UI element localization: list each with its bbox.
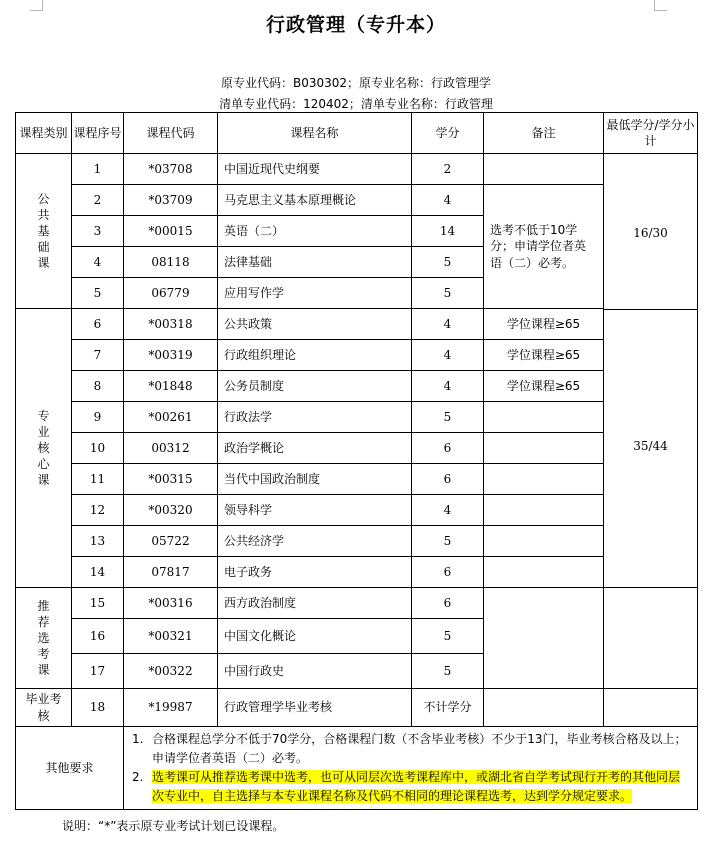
row-seq: 1 xyxy=(72,154,124,185)
row-name: 行政管理学毕业考核 xyxy=(218,689,412,727)
row-remark xyxy=(484,433,604,464)
header-credit: 学分 xyxy=(412,113,484,154)
requirement-text-highlighted: 选考课可从推荐选考课中选考，也可从同层次选考课程库中，或湖北省自学考试现行开考的其他同层次专业中，自主选择与本专业课程名称及代码不相同的理论课程选考，达到学分规定要求。 xyxy=(152,770,681,803)
other-requirements-content xyxy=(124,727,698,810)
row-remark: 学位课程≥65 xyxy=(484,309,604,340)
row-name: 中国文化概论 xyxy=(218,619,412,654)
row-credit: 6 xyxy=(412,588,484,619)
row-remark xyxy=(484,526,604,557)
row-remark xyxy=(484,588,604,689)
row-seq: 17 xyxy=(72,654,124,689)
row-name: 马克思主义基本原理概论 xyxy=(218,185,412,216)
row-name: 公共经济学 xyxy=(218,526,412,557)
row-credit: 5 xyxy=(412,278,484,309)
table-row xyxy=(16,340,698,371)
row-credit: 5 xyxy=(412,247,484,278)
public-remark: 选考不低于10学分；申请学位者英语（二）必考。 xyxy=(484,185,604,309)
row-seq: 3 xyxy=(72,216,124,247)
row-seq: 4 xyxy=(72,247,124,278)
row-remark xyxy=(484,464,604,495)
row-remark xyxy=(484,402,604,433)
recommended-subtotal xyxy=(604,588,698,689)
row-seq: 7 xyxy=(72,340,124,371)
row-remark xyxy=(484,689,604,727)
header-row xyxy=(16,113,698,154)
header-seq: 课程序号 xyxy=(72,113,124,154)
row-code: *00319 xyxy=(124,340,218,371)
row-name: 西方政治制度 xyxy=(218,588,412,619)
original-major-info: 原专业代码：B030302；原专业名称：行政管理学 xyxy=(220,76,492,90)
row-code: *00322 xyxy=(124,654,218,689)
table-row xyxy=(16,309,698,340)
row-seq: 14 xyxy=(72,557,124,588)
row-name: 法律基础 xyxy=(218,247,412,278)
row-code: *00316 xyxy=(124,588,218,619)
table-row xyxy=(16,588,698,619)
table-row xyxy=(16,402,698,433)
major-subtotal: 35/44 xyxy=(633,439,668,454)
row-name: 行政组织理论 xyxy=(218,340,412,371)
table-row xyxy=(16,689,698,727)
row-name: 电子政务 xyxy=(218,557,412,588)
row-credit: 2 xyxy=(412,154,484,185)
row-seq: 12 xyxy=(72,495,124,526)
row-code: 05722 xyxy=(124,526,218,557)
row-name: 领导科学 xyxy=(218,495,412,526)
row-name: 公共政策 xyxy=(218,309,412,340)
row-remark: 学位课程≥65 xyxy=(484,340,604,371)
row-seq: 9 xyxy=(72,402,124,433)
row-remark: 学位课程≥65 xyxy=(484,371,604,402)
row-code: *00261 xyxy=(124,402,218,433)
row-credit: 6 xyxy=(412,557,484,588)
row-name: 政治学概论 xyxy=(218,433,412,464)
row-seq: 2 xyxy=(72,185,124,216)
table-row xyxy=(16,557,698,588)
row-seq: 5 xyxy=(72,278,124,309)
row-code: *19987 xyxy=(124,689,218,727)
row-name: 英语（二） xyxy=(218,216,412,247)
page-title: 行政管理（专升本） xyxy=(265,14,446,36)
header-min-credit: 最低学分/学分小计 xyxy=(604,113,698,154)
other-requirements-label: 其他要求 xyxy=(16,727,124,810)
row-code: 07817 xyxy=(124,557,218,588)
row-credit: 5 xyxy=(412,526,484,557)
row-credit: 6 xyxy=(412,464,484,495)
row-credit: 4 xyxy=(412,340,484,371)
table-row xyxy=(16,154,698,185)
table-row xyxy=(16,371,698,402)
row-code: *03708 xyxy=(124,154,218,185)
row-remark xyxy=(484,154,604,185)
row-code: 06779 xyxy=(124,278,218,309)
group-public-label: 公共基础课 xyxy=(16,154,72,309)
public-subtotal: 16/30 xyxy=(633,225,668,240)
row-code: *00320 xyxy=(124,495,218,526)
requirement-index: 2. xyxy=(132,770,144,784)
row-credit: 5 xyxy=(412,654,484,689)
row-seq: 18 xyxy=(72,689,124,727)
row-name: 中国近现代史纲要 xyxy=(218,154,412,185)
row-code: *01848 xyxy=(124,371,218,402)
row-credit: 14 xyxy=(412,216,484,247)
footnote: 说明：“*”表示原专业考试计划已设课程。 xyxy=(62,819,285,833)
row-name: 行政法学 xyxy=(218,402,412,433)
table-row xyxy=(16,526,698,557)
header-remark: 备注 xyxy=(484,113,604,154)
table-row xyxy=(16,464,698,495)
requirement-text: 合格课程总学分不低于70学分，合格课程门数（不含毕业考核）不少于13门，毕业考核合格及以上；申请学位者英语（二）必考。 xyxy=(152,732,687,765)
requirement-item xyxy=(132,768,689,806)
row-credit: 4 xyxy=(412,309,484,340)
row-credit: 4 xyxy=(412,185,484,216)
header-category: 课程类别 xyxy=(16,113,72,154)
header-name: 课程名称 xyxy=(218,113,412,154)
row-credit: 5 xyxy=(412,402,484,433)
row-seq: 16 xyxy=(72,619,124,654)
row-seq: 8 xyxy=(72,371,124,402)
row-seq: 13 xyxy=(72,526,124,557)
row-code: *00321 xyxy=(124,619,218,654)
row-remark xyxy=(484,557,604,588)
row-credit: 5 xyxy=(412,619,484,654)
row-seq: 11 xyxy=(72,464,124,495)
row-remark xyxy=(484,495,604,526)
group-public-major-subtotal-cell xyxy=(604,154,698,588)
row-code: *00318 xyxy=(124,309,218,340)
row-name: 公务员制度 xyxy=(218,371,412,402)
curriculum-table xyxy=(15,112,698,810)
row-credit: 4 xyxy=(412,495,484,526)
row-credit: 6 xyxy=(412,433,484,464)
table-row xyxy=(16,185,698,216)
table-row xyxy=(16,495,698,526)
row-code: 08118 xyxy=(124,247,218,278)
row-code: *00015 xyxy=(124,216,218,247)
row-name: 当代中国政治制度 xyxy=(218,464,412,495)
group-graduation-label: 毕业考核 xyxy=(16,689,72,727)
row-seq: 15 xyxy=(72,588,124,619)
group-recommended-label: 推荐选考课 xyxy=(16,588,72,689)
header-code: 课程代码 xyxy=(124,113,218,154)
row-name: 应用写作学 xyxy=(218,278,412,309)
row-credit: 4 xyxy=(412,371,484,402)
row-seq: 10 xyxy=(72,433,124,464)
row-code: *00315 xyxy=(124,464,218,495)
requirement-index: 1. xyxy=(132,732,144,746)
list-major-info: 清单专业代码：120402；清单专业名称：行政管理 xyxy=(219,97,493,111)
group-major-label: 专业核心课 xyxy=(16,309,72,588)
requirement-item xyxy=(132,730,689,768)
row-name: 中国行政史 xyxy=(218,654,412,689)
row-code: 00312 xyxy=(124,433,218,464)
other-requirements-row xyxy=(16,727,698,810)
row-credit: 不计学分 xyxy=(412,689,484,727)
table-row xyxy=(16,433,698,464)
graduation-subtotal xyxy=(604,689,698,727)
row-seq: 6 xyxy=(72,309,124,340)
row-code: *03709 xyxy=(124,185,218,216)
